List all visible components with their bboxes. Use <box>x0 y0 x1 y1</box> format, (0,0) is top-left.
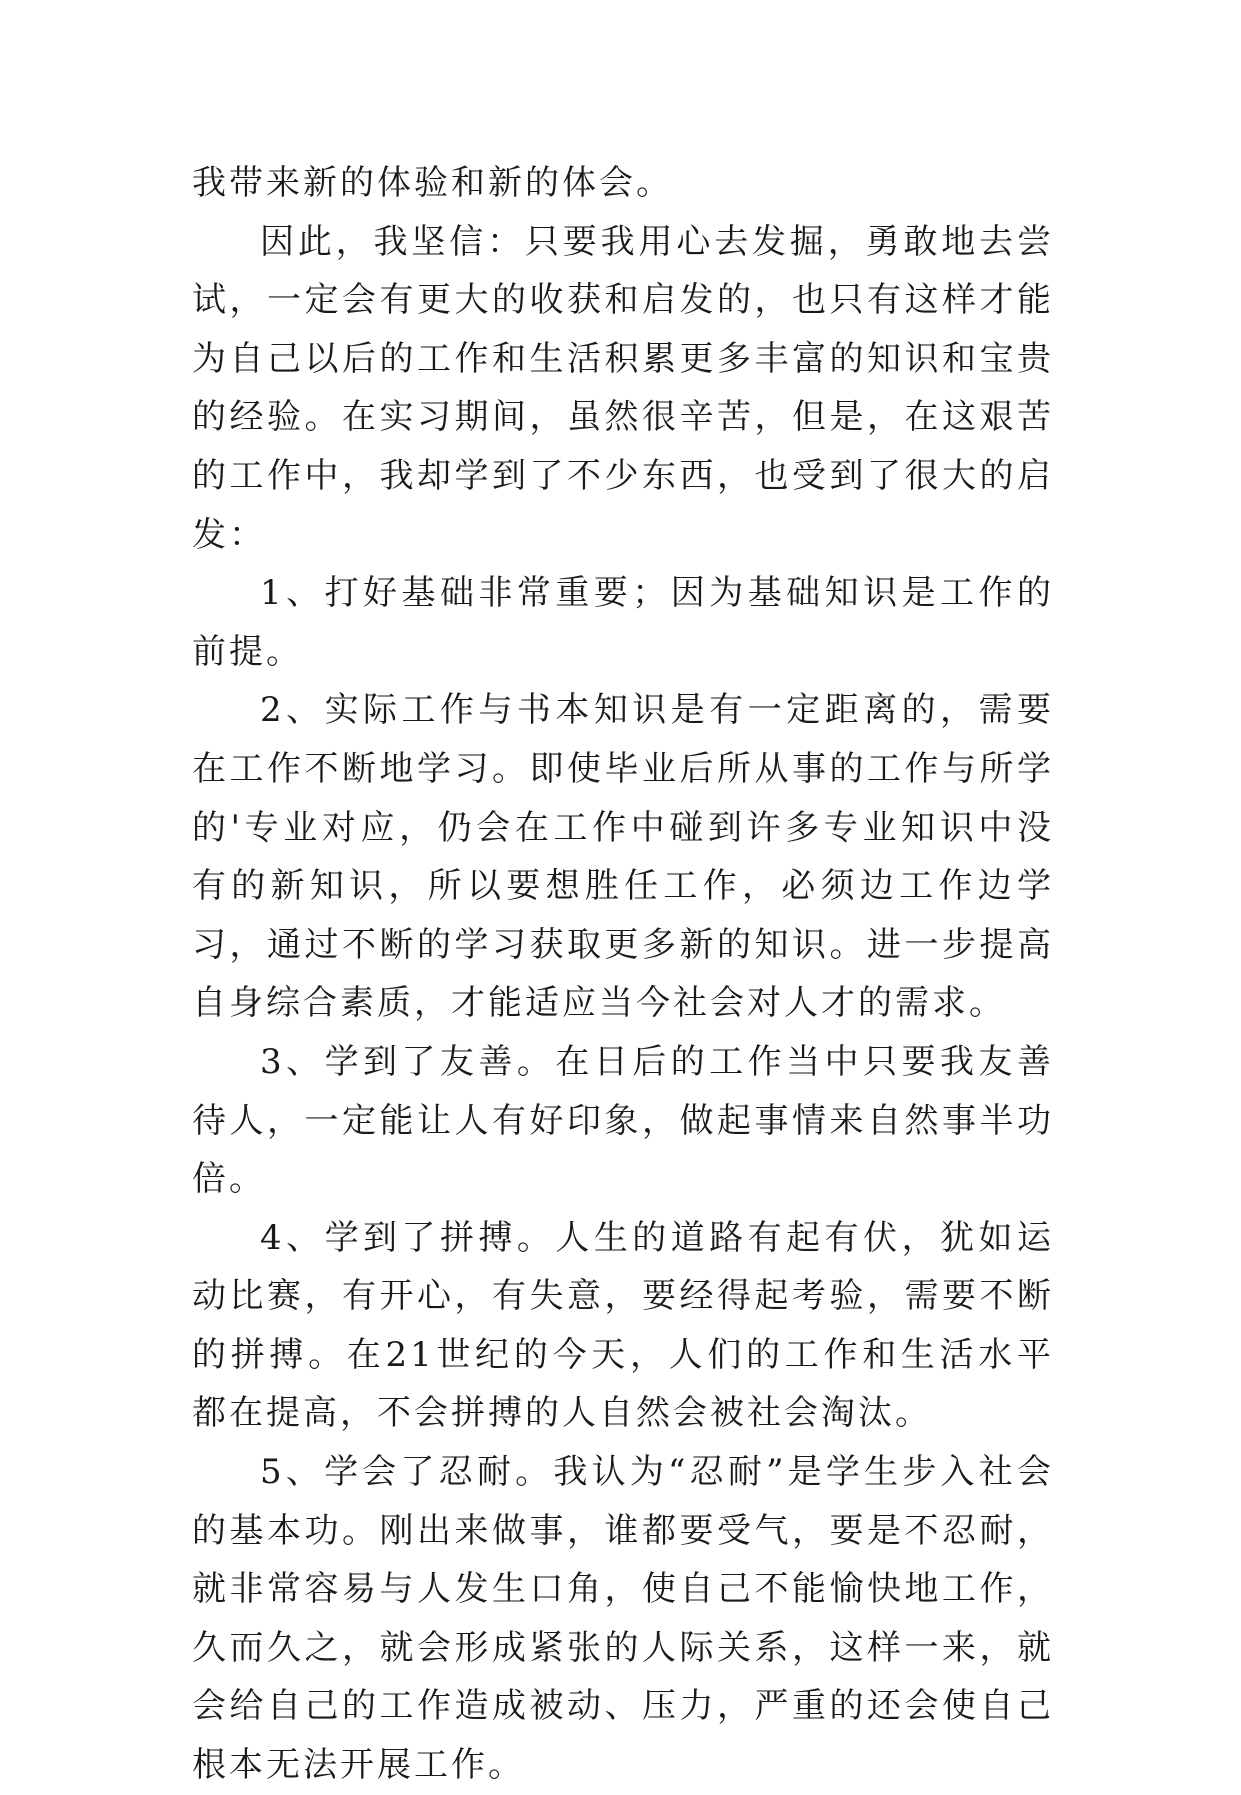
paragraph-point-1: 1、打好基础非常重要；因为基础知识是工作的前提。 <box>192 573 1054 672</box>
paragraph-point-5: 5、学会了忍耐。我认为“忍耐”是学生步入社会的基本功。刚出来做事，谁都要受气，要是不忍耐，就非常容易与人发生口角，使自己不能愉快地工作，久而久之，就会形成紧张的人际关系，这样一来，就会给自己的工作造成被动、压力，严重的还会使自己根本无法开展工作。 <box>192 1452 1054 1786</box>
document-body <box>192 154 1054 1795</box>
paragraph-continuation: 我带来新的体验和新的体会。 <box>192 163 673 203</box>
paragraph-point-2: 2、实际工作与书本知识是有一定距离的，需要在工作不断地学习。即使毕业后所从事的工作与所学的'专业对应，仍会在工作中碰到许多专业知识中没有的新知识，所以要想胜任工作，必须边工作边学习，通过不断的学习获取更多新的知识。进一步提高自身综合素质，才能适应当今社会对人才的需求。 <box>192 690 1054 1024</box>
paragraph-point-4: 4、学到了拼搏。人生的道路有起有伏，犹如运动比赛，有开心，有失意，要经得起考验，需要不断的拼搏。在21世纪的今天，人们的工作和生活水平都在提高，不会拼搏的人自然会被社会淘汰。 <box>192 1217 1054 1434</box>
paragraph-conviction: 因此，我坚信：只要我用心去发掘，勇敢地去尝试，一定会有更大的收获和启发的，也只有这样才能为自己以后的工作和生活积累更多丰富的知识和宝贵的经验。在实习期间，虽然很辛苦，但是，在这艰苦的工作中，我却学到了不少东西，也受到了很大的启发： <box>192 221 1054 555</box>
paragraph-point-3: 3、学到了友善。在日后的工作当中只要我友善待人，一定能让人有好印象，做起事情来自然事半功倍。 <box>192 1041 1054 1200</box>
